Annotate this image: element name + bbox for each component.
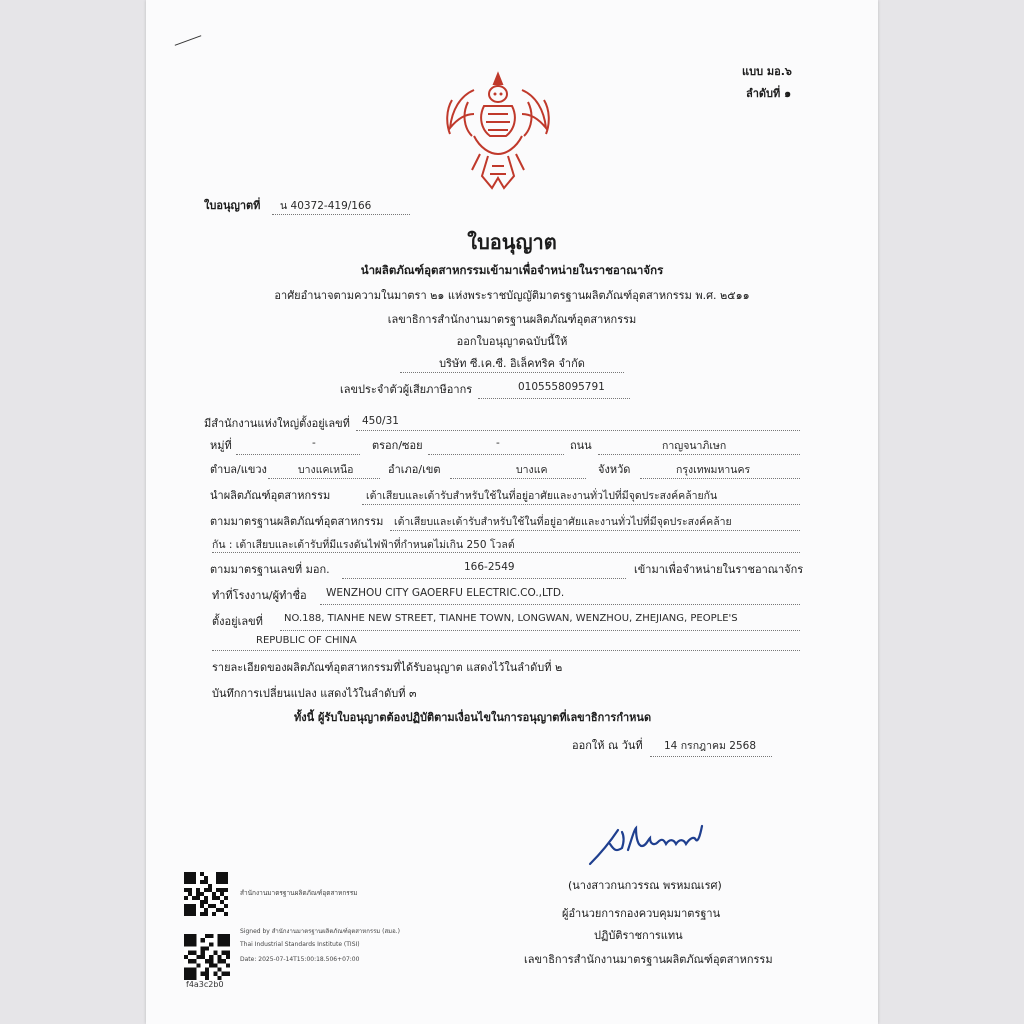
tis-label: ตามมาตรฐานเลขที่ มอก.	[210, 563, 330, 576]
issued-date-underline	[650, 756, 772, 757]
hq-label: มีสำนักงานแห่งใหญ่ตั้งอยู่เลขที่	[204, 417, 350, 430]
moo-underline	[236, 454, 360, 455]
changes-line: บันทึกการเปลี่ยนแปลง แสดงไว้ในลำดับที่ ๓	[212, 687, 417, 700]
province-label: จังหวัด	[598, 463, 631, 476]
signer-title-3: เลขาธิการสำนักงานมาตรฐานผลิตภัณฑ์อุตสาหกรรม	[524, 953, 773, 966]
province-underline	[640, 478, 800, 479]
address-line-1: NO.188, TIANHE NEW STREET, TIANHE TOWN, LONGWAN, WENZHOU, ZHEJIANG, PEOPLE'S	[284, 613, 738, 624]
signature-qr-code-icon	[184, 934, 230, 980]
subdistrict: บางแคเหนือ	[298, 464, 354, 476]
issued-date: 14 กรกฎาคม 2568	[664, 740, 757, 752]
qr-caption: สำนักงานมาตรฐานผลิตภัณฑ์อุตสาหกรรม	[240, 889, 358, 897]
standard-line-2: กัน : เต้าเสียบและเต้ารับที่มีแรงดันไฟฟ้าที่กำหนดไม่เกิน 250 โวลต์	[212, 539, 515, 551]
factory-name: WENZHOU CITY GAOERFU ELECTRIC.CO.,LTD.	[326, 587, 565, 599]
factory-underline	[320, 604, 800, 605]
issue-to-line: ออกใบอนุญาตฉบับนี้ให้	[456, 335, 568, 348]
factory-label: ทำที่โรงงาน/ผู้ทำชื่อ	[212, 589, 307, 602]
standard-underline-1	[390, 530, 800, 531]
form-code: แบบ มอ.๖	[742, 65, 792, 78]
sig-line-1: Signed by สำนักงานมาตรฐานผลิตภัณฑ์อุตสาหกรรม (สมอ.)	[240, 928, 400, 935]
soi-label: ตรอก/ซอย	[372, 439, 423, 452]
road-underline	[598, 454, 800, 455]
tax-id-underline	[478, 398, 630, 399]
license-number-underline	[272, 214, 410, 215]
license-number: น 40372-419/166	[280, 200, 372, 212]
sig-line-2: Thai Industrial Standards Institute (TISI)	[240, 941, 360, 948]
tis-number: 166-2549	[464, 561, 515, 573]
soi-underline	[428, 454, 564, 455]
document-subtitle: นำผลิตภัณฑ์อุตสาหกรรมเข้ามาเพื่อจำหน่ายในราชอาณาจักร	[360, 263, 664, 277]
order-label: ลำดับที่ ๑	[746, 87, 792, 100]
details-line: รายละเอียดของผลิตภัณฑ์อุตสาหกรรมที่ได้รับอนุญาต แสดงไว้ในลำดับที่ ๒	[212, 661, 563, 674]
secretary-line: เลขาธิการสำนักงานมาตรฐานผลิตภัณฑ์อุตสาหกรรม	[387, 313, 637, 326]
product: เต้าเสียบและเต้ารับสำหรับใช้ในที่อยู่อาศัยและงานทั่วไปที่มีจุดประสงค์คล้ายกัน	[366, 490, 718, 502]
tis-underline	[342, 578, 626, 579]
address-underline-2	[212, 650, 800, 651]
standard-label: ตามมาตรฐานผลิตภัณฑ์อุตสาหกรรม	[210, 515, 384, 528]
moo: -	[312, 437, 316, 449]
address-underline-1	[280, 630, 800, 631]
garuda-emblem-icon	[444, 70, 552, 194]
condition-line: ทั้งนี้ ผู้รับใบอนุญาตต้องปฏิบัติตามเงื่อนไขในการอนุญาตที่เลขาธิการกำหนด	[294, 711, 652, 724]
standard-line-1: เต้าเสียบและเต้ารับสำหรับใช้ในที่อยู่อาศัยและงานทั่วไปที่มีจุดประสงค์คล้าย	[394, 516, 732, 528]
handwritten-signature-icon	[588, 820, 710, 868]
signer-title-1: ผู้อำนวยการกองควบคุมมาตรฐาน	[562, 907, 721, 920]
road-label: ถนน	[570, 439, 592, 452]
tax-id-label: เลขประจำตัวผู้เสียภาษีอากร	[340, 383, 473, 396]
qr-code-icon	[184, 872, 228, 916]
signer-name: (นางสาวกนกวรรณ พรหมณเรศ)	[568, 879, 722, 892]
authority-line: อาศัยอำนาจตามความในมาตรา ๒๑ แห่งพระราชบัญญัติมาตรฐานผลิตภัณฑ์อุตสาหกรรม พ.ศ. ๒๕๑๑	[274, 289, 750, 302]
hq-number: 450/31	[362, 415, 399, 427]
product-label: นำผลิตภัณฑ์อุตสาหกรรม	[210, 489, 331, 502]
moo-label: หมู่ที่	[210, 439, 232, 452]
import-label: เข้ามาเพื่อจำหน่ายในราชอาณาจักร	[634, 563, 804, 576]
district: บางแค	[516, 464, 548, 476]
road: กาญจนาภิเษก	[662, 440, 727, 452]
soi: -	[496, 437, 500, 449]
province: กรุงเทพมหานคร	[676, 464, 751, 476]
doc-code: f4a3c2b0	[186, 980, 224, 989]
district-underline	[450, 478, 586, 479]
company-underline	[400, 372, 624, 373]
signer-title-2: ปฏิบัติราชการแทน	[594, 929, 683, 942]
address-label: ตั้งอยู่เลขที่	[212, 615, 263, 628]
district-label: อำเภอ/เขต	[388, 463, 441, 476]
issued-label: ออกให้ ณ วันที่	[572, 739, 643, 752]
subdistrict-underline	[268, 478, 380, 479]
sig-line-3: Date: 2025-07-14T15:00:18.506+07:00	[240, 956, 360, 963]
product-underline	[362, 504, 800, 505]
tax-id: 0105558095791	[518, 381, 605, 393]
hq-underline	[356, 430, 800, 431]
license-number-label: ใบอนุญาตที่	[204, 199, 261, 212]
company-name: บริษัท ซี.เค.ซี. อิเล็คทริค จำกัด	[439, 357, 585, 370]
subdistrict-label: ตำบล/แขวง	[210, 463, 267, 476]
document-title: ใบอนุญาต	[467, 230, 557, 254]
address-line-2: REPUBLIC OF CHINA	[256, 635, 357, 646]
standard-underline-2	[212, 552, 800, 553]
